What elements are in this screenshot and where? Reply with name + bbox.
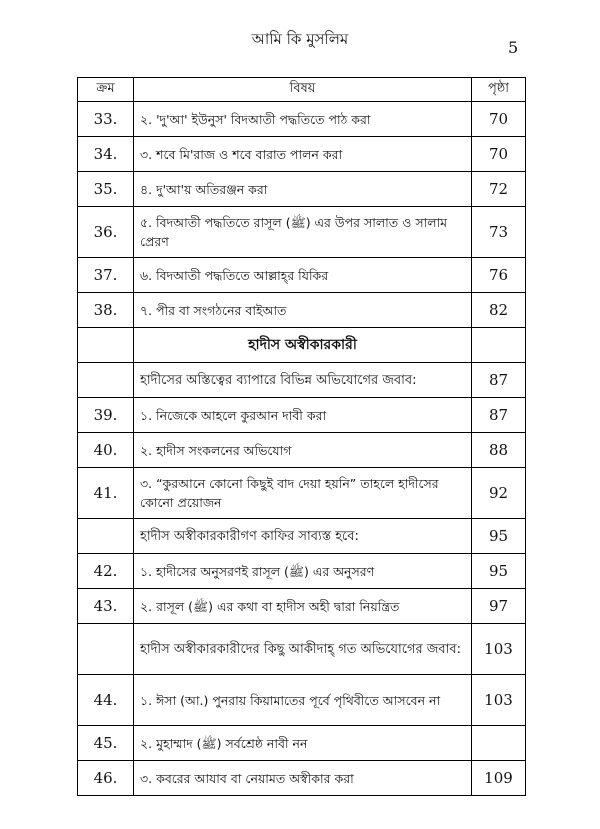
table-row [78, 468, 526, 519]
column-header-page: পৃষ্ঠা [472, 78, 526, 102]
table-row [78, 433, 526, 468]
row-serial: 40. [78, 433, 134, 468]
table-row [78, 172, 526, 207]
row-serial: 38. [78, 293, 134, 328]
row-topic: ১. নিজেকে আহলে কুরআন দাবী করা [134, 398, 472, 433]
row-serial: 41. [78, 468, 134, 519]
row-topic: ২. হাদীস সংকলনের অভিযোগ [134, 433, 472, 468]
row-topic: হাদীসের অস্তিত্বের ব্যাপারে বিভিন্ন অভিযোগের জবাব: [134, 363, 472, 398]
row-topic: ৩. শবে মি'রাজ ও শবে বারাত পালন করা [134, 137, 472, 172]
row-topic: ১. ঈসা (আ.) পুনরায় কিয়ামাতের পূর্বে পৃথিবীতে আসবেন না [134, 675, 472, 726]
row-page: 70 [472, 137, 526, 172]
row-page: 72 [472, 172, 526, 207]
table-row [78, 293, 526, 328]
row-page: 82 [472, 293, 526, 328]
row-serial: 42. [78, 554, 134, 589]
column-header-topic: বিষয় [134, 78, 472, 102]
row-serial: 44. [78, 675, 134, 726]
row-page: 103 [472, 624, 526, 675]
row-page: 87 [472, 398, 526, 433]
row-serial: 46. [78, 761, 134, 796]
row-page: 103 [472, 675, 526, 726]
row-topic: ৬. বিদআতী পদ্ধতিতে আল্লাহ্‌র যিকির [134, 258, 472, 293]
running-header-title: আমি কি মুসলিম [251, 30, 349, 48]
row-topic: ৪. দু'আ'য় অতিরঞ্জন করা [134, 172, 472, 207]
table-row [78, 207, 526, 258]
row-topic: হাদীস অস্বীকারকারীগণ কাফির সাব্যস্ত হবে: [134, 519, 472, 554]
table-row [78, 519, 526, 554]
table-row [78, 258, 526, 293]
row-serial [78, 519, 134, 554]
row-serial: 45. [78, 726, 134, 761]
row-topic: ৭. পীর বা সংগঠনের বাইআত [134, 293, 472, 328]
row-serial: 33. [78, 102, 134, 137]
table-row [78, 363, 526, 398]
contents-table [77, 77, 526, 796]
row-serial [78, 624, 134, 675]
table-row [78, 675, 526, 726]
column-header-serial: ক্রম [78, 78, 134, 102]
table-row [78, 554, 526, 589]
row-serial: 39. [78, 398, 134, 433]
table-row [78, 761, 526, 796]
table-row [78, 137, 526, 172]
row-topic: হাদীস অস্বীকারকারীদের কিছু আকীদাহ্‌ গত অভিযোগের জবাব: [134, 624, 472, 675]
row-page: 97 [472, 589, 526, 624]
row-page: 95 [472, 519, 526, 554]
table-row [78, 624, 526, 675]
row-page: 70 [472, 102, 526, 137]
row-page: 92 [472, 468, 526, 519]
row-topic: ৩. “কুরআনে কোনো কিছুই বাদ দেয়া হয়নি” তাহলে হাদীসের কোনো প্রয়োজন [134, 468, 472, 519]
row-topic: ২. মুহাম্মাদ (ﷺ) সর্বশ্রেষ্ঠ নাবী নন [134, 726, 472, 761]
section-heading: হাদীস অস্বীকারকারী [134, 328, 472, 363]
row-serial: 35. [78, 172, 134, 207]
row-page: 109 [472, 761, 526, 796]
table-row [78, 102, 526, 137]
row-page: 87 [472, 363, 526, 398]
row-serial: 34. [78, 137, 134, 172]
row-topic: ৫. বিদআতী পদ্ধতিতে রাসূল (ﷺ) এর উপর সালাত ও সালাম প্রেরণ [134, 207, 472, 258]
table-row [78, 328, 526, 363]
row-page [472, 328, 526, 363]
row-page: 88 [472, 433, 526, 468]
table-row [78, 589, 526, 624]
row-serial [78, 363, 134, 398]
table-header-row [78, 78, 526, 102]
row-topic: ৩. কবরের আযাব বা নেয়ামত অস্বীকার করা [134, 761, 472, 796]
row-page: 73 [472, 207, 526, 258]
row-page [472, 726, 526, 761]
row-page: 95 [472, 554, 526, 589]
table-row [78, 398, 526, 433]
row-topic: ১. হাদীসের অনুসরণই রাসূল (ﷺ) এর অনুসরণ [134, 554, 472, 589]
row-topic: ২. রাসূল (ﷺ) এর কথা বা হাদীস অহী দ্বারা নিয়ন্ত্রিত [134, 589, 472, 624]
row-serial [78, 328, 134, 363]
row-serial: 36. [78, 207, 134, 258]
row-serial: 37. [78, 258, 134, 293]
row-topic: ২. 'দু'আ' ইউনুস' বিদআতী পদ্ধতিতে পাঠ করা [134, 102, 472, 137]
table-row [78, 726, 526, 761]
row-page: 76 [472, 258, 526, 293]
page-number: 5 [508, 38, 519, 57]
row-serial: 43. [78, 589, 134, 624]
